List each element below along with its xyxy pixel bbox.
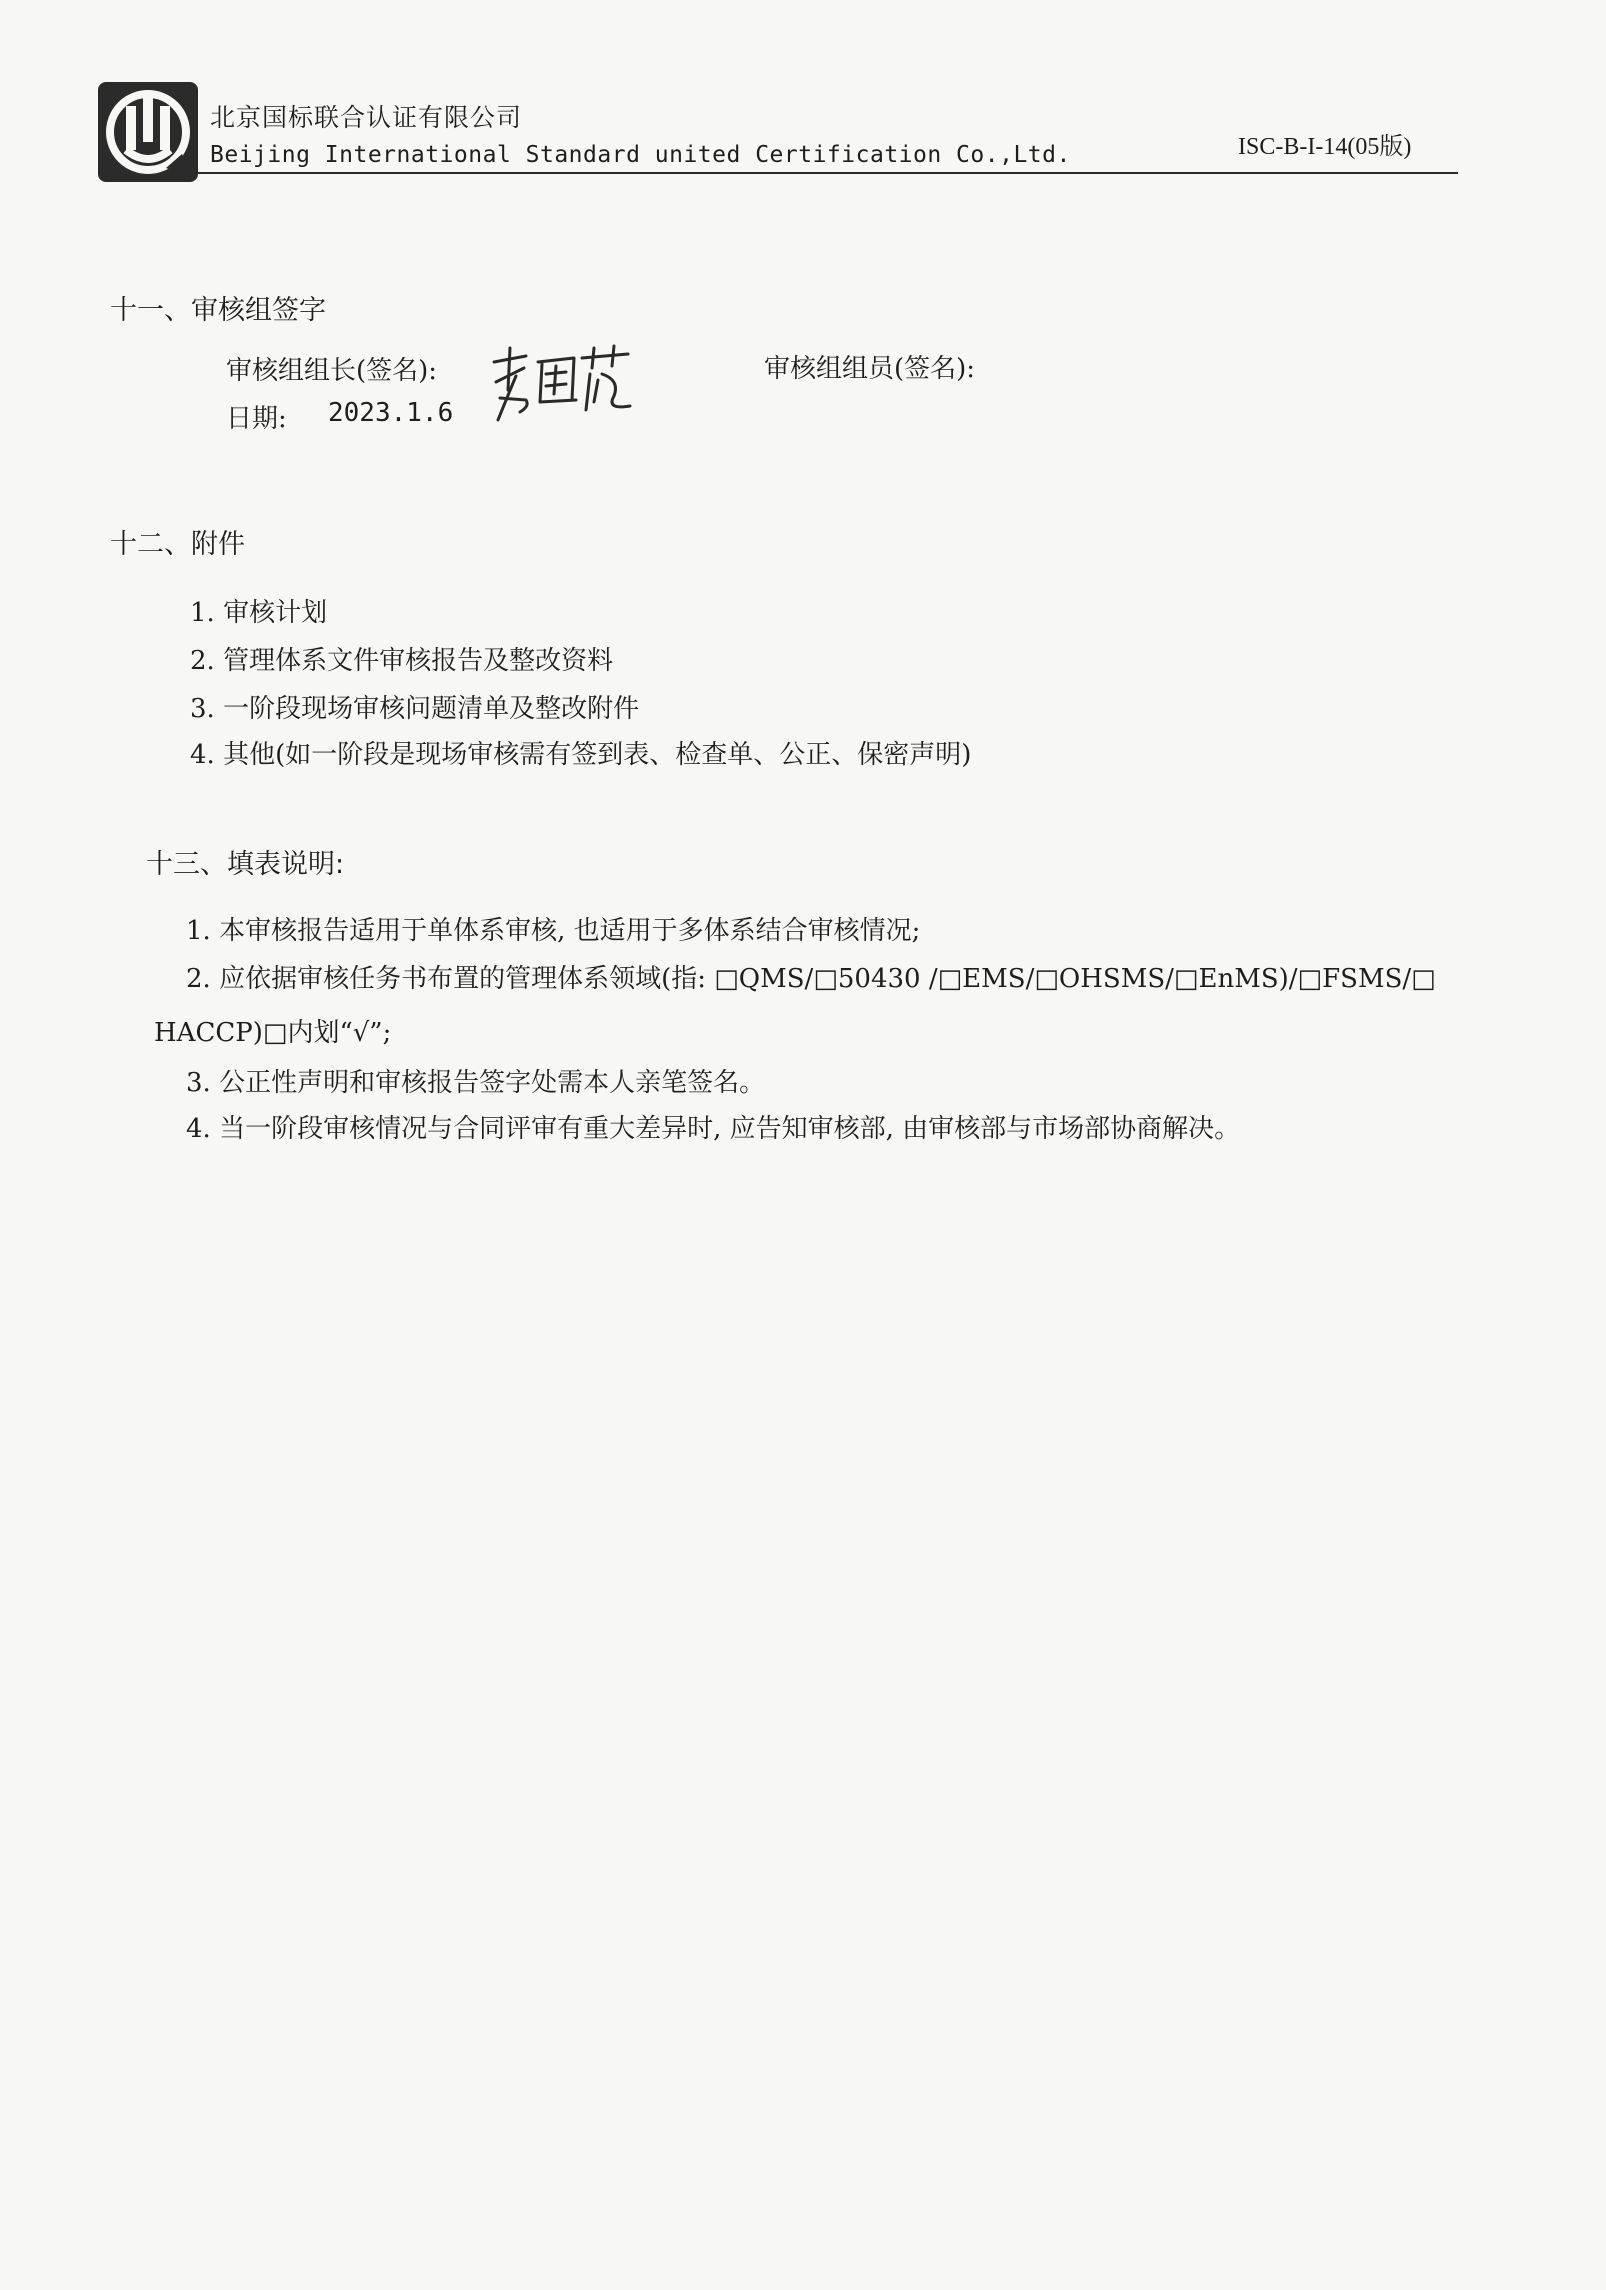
attachment-item: 3. 一阶段现场审核问题清单及整改附件 [190, 694, 640, 724]
instruction-item: 1. 本审核报告适用于单体系审核, 也适用于多体系结合审核情况; [186, 916, 921, 946]
section-13-title: 十三、填表说明: [146, 849, 345, 880]
leader-signature-image [486, 340, 636, 430]
section-11-title: 十一、审核组签字 [110, 295, 326, 326]
document-code: ISC-B-I-14(05版) [1238, 134, 1412, 160]
attachment-item: 4. 其他(如一阶段是现场审核需有签到表、检查单、公正、保密声明) [190, 740, 972, 770]
leader-signature-label: 审核组组长(签名): [226, 356, 438, 386]
company-logo-icon [96, 80, 200, 184]
attachment-item: 1. 审核计划 [190, 598, 328, 628]
company-name-cn: 北京国标联合认证有限公司 [210, 103, 523, 132]
instruction-item: 2. 应依据审核任务书布置的管理体系领域(指: □QMS/□50430 /□EMS/□OHSMS/□EnMS)/□FSMS/□ [186, 964, 1436, 994]
company-name-en: Beijing International Standard united Certification Co.,Ltd. [210, 142, 1071, 168]
attachment-item: 2. 管理体系文件审核报告及整改资料 [190, 646, 614, 676]
member-signature-label: 审核组组员(签名): [764, 354, 976, 384]
header-divider [196, 172, 1458, 174]
instruction-item: 3. 公正性声明和审核报告签字处需本人亲笔签名。 [186, 1068, 766, 1098]
instruction-item: 4. 当一阶段审核情况与合同评审有重大差异时, 应告知审核部, 由审核部与市场部协商解决。 [186, 1114, 1241, 1144]
date-value: 2023.1.6 [328, 398, 454, 428]
section-12-title: 十二、附件 [110, 529, 245, 560]
instruction-item-continuation: HACCP)□内划“√”; [154, 1018, 392, 1048]
date-label: 日期: [226, 404, 287, 434]
